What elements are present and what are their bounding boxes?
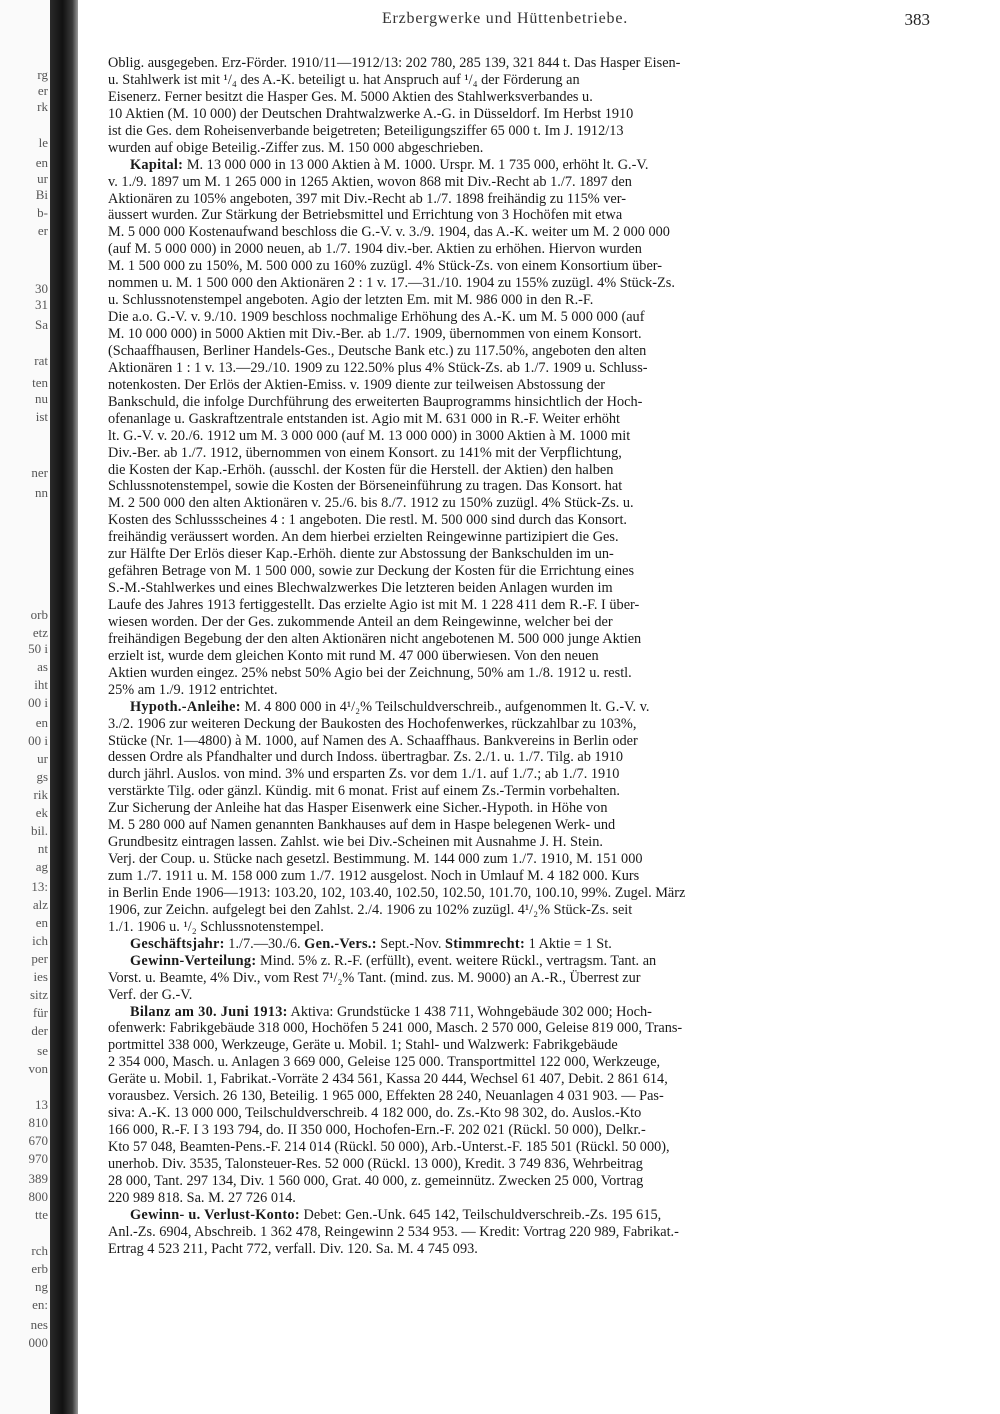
running-title: Erzbergwerke und Hüttenbetriebe. [381, 10, 629, 27]
text-line [108, 868, 916, 885]
section-heading: Hypoth.-Anleihe: [130, 698, 241, 715]
section-heading: Stimmrecht: [445, 935, 526, 952]
previous-page-fragment: 00 i [28, 734, 48, 748]
line-text: Verf. der G.-V. [108, 986, 193, 1003]
line-text: ofenwerk: Fabrikgebäude 318 000, Hochöfen 5 241 000, Masch. 2 570 000, Geleise 819 000, Trans- [108, 1020, 683, 1037]
text-line [108, 749, 916, 766]
line-text: 1 Aktie = 1 St. [525, 935, 612, 952]
line-text: siva: A.-K. 13 000 000, Teilschuldverschreib. 4 182 000, do. Zs.-Kto 98 302, do. Auslos.-Kto [108, 1105, 642, 1122]
previous-page-fragment: orb [30, 608, 48, 622]
line-text: wiesen worden. Der der Ges. zukommende Anteil an dem Reingewinne, welcher bei der [108, 613, 613, 630]
text-line [108, 631, 916, 648]
line-text: 25% am 1./9. 1912 entrichtet. [108, 681, 278, 698]
section-heading: Gewinn- u. Verlust-Konto: [130, 1206, 300, 1223]
text-line [108, 1105, 916, 1122]
line-text: Grundbesitz eintragen lassen. Zahlst. wie bei Div.-Scheinen mit Ausnahme J. H. Stein. [108, 834, 603, 851]
line-text: 1./7.—30./6. [224, 935, 305, 952]
text-line [108, 834, 916, 851]
line-text: freihändig veräussert worden. An dem hierbei erzielten Reingewinne partizipiert die Ges. [108, 529, 619, 546]
previous-page-fragment: bil. [31, 824, 48, 838]
line-text: Aktionären zu 105% angeboten, 397 mit Div.-Recht ab 1./7. 1898 freihändig zu 115% ver- [108, 190, 626, 207]
line-text: M. 4 800 000 in 4¹/₂% Teilschuldverschreib., aufgenommen lt. G.-V. v. [240, 698, 650, 715]
line-text: Schlussnotenstempel, sowie die Kosten der Börseneinführung zu tragen. Das Konsort. hat [108, 478, 623, 495]
line-text: Eisenerz. Ferner besitzt die Hasper Ges. M. 5000 Aktien des Stahlwerksverbandes u. [108, 88, 593, 105]
previous-page-fragment: 50 i [28, 642, 48, 656]
text-line [108, 478, 916, 495]
line-text: Vorst. u. Beamte, 4% Div., vom Rest 7¹/₂% Tant. (mind. zus. M. 9000) an A.-R., Überrest zur [108, 969, 641, 986]
section-heading: Gewinn-Verteilung: [130, 952, 257, 969]
line-text: gefähren Betrage von M. 1 500 000, sowie zur Deckung der Kosten für die Errichtung eines [108, 563, 635, 580]
text-line [108, 275, 916, 292]
text-line [108, 343, 916, 360]
line-text: 2 354 000, Masch. u. Anlagen 3 669 000, Geleise 125 000. Transportmittel 122 000, Werkzeuge, [108, 1054, 661, 1071]
line-text: in Berlin Ende 1906—1913: 103.20, 102, 103.40, 102.50, 102.50, 101.70, 100.10, 99%. Zugel. März [108, 884, 686, 901]
line-text: zum 1./7. 1911 u. M. 158 000 zum 1./7. 1912 ausgelost. Noch in Umlauf M. 4 182 000. Kurs [108, 868, 640, 884]
text-line [108, 953, 916, 970]
previous-page-fragment: tte [35, 1208, 48, 1222]
previous-page-fragment: er [37, 84, 48, 98]
line-text: Oblig. ausgegeben. Erz-Förder. 1910/11—1912/13: 202 780, 285 139, 321 844 t. Das Hasper Eisen- [108, 55, 681, 71]
line-text: erzielt ist, wurde dem gleichen Konto mit rund M. 47 000 überwiesen. Von den neuen [108, 647, 599, 664]
line-text: wurden auf obige Beteilig.-Ziffer zus. M. 150 000 abgeschrieben. [108, 139, 484, 156]
previous-page-fragment: gs [36, 770, 48, 784]
text-line [108, 394, 916, 411]
line-text: durch jährl. Auslos. von mind. 3% und ersparten Zs. vor dem 1./1. auf 1./7.; ab 1./7. 1910 [108, 766, 620, 783]
text-line [108, 614, 916, 631]
line-text: Ertrag 4 523 211, Pacht 772, verfall. Div. 120. Sa. M. 4 745 093. [108, 1240, 478, 1257]
line-text: S.-M.-Stahlwerkes und eines Blechwalzwerkes Die letzteren beiden Anlagen wurden im [108, 580, 613, 597]
previous-page-fragment: en: [32, 1298, 48, 1312]
line-text: v. 1./9. 1897 um M. 1 265 000 in 1265 Aktien, wovon 868 mit Div.-Recht ab 1./7. 1897 den [108, 173, 632, 190]
text-line [108, 648, 916, 665]
text-line [108, 140, 916, 157]
previous-page-fragment: en [35, 156, 48, 170]
text-line [108, 987, 916, 1004]
text-line [108, 174, 916, 191]
line-text: Div.-Ber. ab 1./7. 1912, übernommen von einem Konsort. zu 141% mit der Verpflichtung, [108, 444, 622, 461]
line-text: M. 5 280 000 auf Namen genannten Bankhauses auf dem in Haspe belegenen Werk- und [108, 817, 616, 834]
text-line [108, 902, 916, 919]
previous-page-fragment: Sa [35, 318, 48, 332]
line-text: lt. G.-V. v. 20./6. 1912 um M. 3 000 000 (auf M. 13 000 000) in 3000 Aktien à M. 1000 mit [108, 427, 631, 444]
previous-page-fragment: alz [32, 898, 48, 912]
previous-page-fragment: le [38, 136, 48, 150]
text-line [108, 157, 916, 174]
line-text: Aktionären 1 : 1 v. 13.—29./10. 1909 zu 122.50% plus 4% Stück-Zs. ab 1./7. 1909 u. Schluss- [108, 359, 648, 376]
previous-page-fragment: sitz [29, 988, 48, 1002]
line-text: Sept.-Nov. [376, 935, 445, 952]
text-line [108, 326, 916, 343]
line-text: Debet: Gen.-Unk. 645 142, Teilschuldverschreib.-Zs. 195 615, [299, 1206, 662, 1223]
text-line [108, 512, 916, 529]
text-line [108, 766, 916, 783]
text-line [108, 191, 916, 208]
text-line [108, 1139, 916, 1156]
text-line [108, 580, 916, 597]
previous-page-fragment: ur [37, 752, 48, 766]
previous-page-fragment: nes [30, 1318, 48, 1332]
previous-page-fragment: erb [31, 1262, 48, 1276]
previous-page-fragment: etz [32, 626, 48, 640]
text-line [108, 1004, 916, 1021]
line-text: Geräte u. Mobil. 1, Fabrikat.-Vorräte 2 434 561, Kassa 20 444, Wechsel 61 407, Debit. 2 861 614, [108, 1071, 668, 1088]
previous-page-fragment: rik [33, 788, 48, 802]
line-text: unerhob. Div. 3535, Talonsteuer-Res. 52 000 (Rückl. 13 000), Kredit. 3 749 836, Wehrbeitrag [108, 1155, 643, 1172]
text-line [108, 106, 916, 123]
previous-page-fragment: ies [33, 970, 48, 984]
text-line [108, 377, 916, 394]
previous-page-fragment: iht [34, 678, 48, 692]
previous-page-fragment: en [35, 716, 48, 730]
book-spine-shadow [50, 0, 78, 1414]
previous-page-fragment: ek [35, 806, 48, 820]
previous-page-fragment: ten [32, 376, 48, 390]
line-text: 3./2. 1906 zur weiteren Deckung der Baukosten des Hochofenwerkes, rückzahlbar zu 103%, [108, 715, 637, 732]
previous-page-fragment: nu [35, 392, 48, 406]
previous-page-fragment: 810 [28, 1116, 48, 1130]
previous-page-fragment: en [35, 916, 48, 930]
text-line [108, 411, 916, 428]
text-line [108, 309, 916, 326]
line-text: 10 Aktien (M. 10 000) der Deutschen Drahtwalzwerke A.-G. in Düsseldorf. Im Herbst 1910 [108, 105, 634, 122]
text-line [108, 224, 916, 241]
previous-page-fragment: 00 i [28, 696, 48, 710]
text-line [108, 292, 916, 309]
text-line [108, 445, 916, 462]
text-line [108, 1173, 916, 1190]
previous-page-fragment: Bi [35, 188, 48, 202]
text-line [108, 89, 916, 106]
line-text: u. Schlussnotenstempel angeboten. Agio der letzten Em. mit M. 986 000 in den R.-F. [108, 292, 594, 309]
text-line [108, 682, 916, 699]
previous-page-fragment: nn [35, 486, 48, 500]
previous-page-fragment: rg [37, 68, 48, 82]
line-text: M. 1 500 000 zu 150%, M. 500 000 zu 160% zuzügl. 4% Stück-Zs. von einem Konsortium über- [108, 258, 663, 275]
previous-page-fragment: rat [34, 354, 48, 368]
line-text: Stücke (Nr. 1—4800) à M. 1000, auf Namen des A. Schaaffhaus. Bankvereins in Berlin oder [108, 732, 638, 749]
text-line [108, 55, 916, 72]
line-text: vorausbez. Versich. 26 130, Beteilig. 1 965 000, Effekten 28 240, Neuanlagen 4 031 903. — Pas- [108, 1088, 664, 1105]
line-text: Mind. 5% z. R.-F. (erfüllt), event. weitere Rückl., vertragsm. Tant. an [256, 952, 657, 969]
line-text: Kosten des Schlussscheines 4 : 1 angeboten. Die restl. M. 500 000 sind durch das Konsort. [108, 512, 627, 529]
text-line [108, 72, 916, 89]
previous-page-fragment: per [31, 952, 48, 966]
previous-page-fragment: 13: [31, 880, 48, 894]
section-heading: Geschäftsjahr: [130, 935, 225, 952]
line-text: Laufe des Jahres 1913 fertiggestellt. Das erzielte Agio ist mit M. 1 228 411 dem R.-F. I über- [108, 597, 640, 613]
line-text: M. 10 000 000) in 5000 Aktien mit Div.-Ber. ab 1./7. 1909, übernommen von einem Konsort. [108, 326, 642, 342]
line-text: freihändigen Begebung der den alten Aktionären nicht angebotenen M. 500 000 junge Aktien [108, 630, 642, 647]
previous-page-fragment: se [37, 1044, 48, 1058]
line-text: Aktiva: Grundstücke 1 438 711, Wohngebäude 302 000; Hoch- [287, 1003, 652, 1020]
text-line [108, 1071, 916, 1088]
line-text: Anl.-Zs. 6904, Abschreib. 1 362 478, Reingewinn 2 534 953. — Kredit: Vortrag 220 989, Fabrikat.- [108, 1223, 679, 1240]
previous-page-fragment: ich [32, 934, 48, 948]
page-number: 383 [904, 10, 930, 29]
previous-page-fragment: 670 [28, 1134, 48, 1148]
line-text: notenkosten. Der Erlös der Aktien-Emiss. v. 1909 diente zur teilweisen Abstossung der [108, 376, 605, 393]
line-text: 166 000, R.-F. I 3 193 794, do. II 350 000, Hochofen-Ern.-F. 202 021 (Rückl. 50 000), Delkr.- [108, 1122, 646, 1139]
text-line [108, 258, 916, 275]
line-text: ofenanlage u. Gaskraftzentrale entstanden ist. Agio mit M. 631 000 in R.-F. Weiter erhöht [108, 410, 621, 427]
text-line [108, 1241, 916, 1258]
text-line [108, 360, 916, 377]
previous-page-fragment: 13 [35, 1098, 48, 1112]
previous-page-fragment: für [32, 1006, 48, 1020]
previous-page-fragment: ur [37, 172, 48, 186]
text-line [108, 529, 916, 546]
previous-page-fragment: von [28, 1062, 48, 1076]
text-line [108, 936, 916, 953]
text-line [108, 699, 916, 716]
previous-page-fragment: ist [35, 410, 48, 424]
text-line [108, 1020, 916, 1037]
text-line [108, 733, 916, 750]
line-text: 28 000, Tant. 297 134, Div. 1 560 000, Grat. 40 000, z. gemeinnütz. Zwecken 25 000, Vortrag [108, 1172, 644, 1189]
text-line [108, 428, 916, 445]
previous-page-fragment: as [37, 660, 48, 674]
previous-page-fragment: 000 [28, 1336, 48, 1350]
previous-page-fragment: b- [37, 206, 48, 220]
text-line [108, 1224, 916, 1241]
text-line [108, 1037, 916, 1054]
line-text: (auf M. 5 000 000) in 2000 neuen, ab 1./7. 1904 div.-ber. Aktien zu erhöhen. Hiervon wurden [108, 241, 642, 258]
text-line [108, 783, 916, 800]
previous-page-fragment: 970 [28, 1152, 48, 1166]
line-text: Bankschuld, die infolge Durchführung des erweiterten Bauprogramms hinsichtlich der Hoch- [108, 393, 643, 410]
previous-page-fragment: ag [35, 860, 48, 874]
previous-page-fragment: 389 [28, 1172, 48, 1186]
line-text: äussert wurden. Zur Stärkung der Betriebsmittel und Errichtung von 3 Hochöfen mit etwa [108, 207, 623, 224]
text-line [108, 716, 916, 733]
line-text: Die a.o. G.-V. v. 9./10. 1909 beschloss nochmalige Erhöhung des A.-K. um M. 5 000 000 (auf [108, 309, 645, 326]
text-line [108, 800, 916, 817]
line-text: verstärkte Tilg. oder gänzl. Kündig. mit 6 monat. Frist auf einem Zs.-Termin vorbehalten. [108, 783, 620, 800]
previous-page-fragment: ng [35, 1280, 48, 1294]
previous-page-fragment: er [37, 224, 48, 238]
line-text: Verj. der Coup. u. Stücke nach gesetzl. Bestimmung. M. 144 000 zum 1./7. 1910, M. 151 000 [108, 851, 643, 868]
previous-page-fragment: nt [37, 842, 48, 856]
text-line [108, 462, 916, 479]
text-line [108, 1054, 916, 1071]
line-text: Kto 57 048, Beamten-Pens.-F. 214 014 (Rückl. 50 000), Arb.-Unterst.-F. 185 501 (Rückl. 50 000), [108, 1139, 670, 1155]
line-text: M. 2 500 000 den alten Aktionären v. 25./6. bis 8./7. 1912 zu 150% zuzügl. 4% Stück-Zs. u. [108, 495, 634, 512]
text-line [108, 1088, 916, 1105]
previous-page-fragment: 30 [35, 282, 48, 296]
text-line [108, 241, 916, 258]
line-text: dessen Ordre als Pfandhalter und durch Indoss. übertragbar. Zs. 2./1. u. 1./7. Tilg. ab 1910 [108, 749, 624, 766]
text-line [108, 817, 916, 834]
text-line [108, 1207, 916, 1224]
line-text: nommen u. M. 1 500 000 den Aktionären 2 : 1 v. 17.—31./10. 1904 zu 155% zuzügl. 4% Stück-Zs. [108, 275, 675, 292]
section-heading: Bilanz am 30. Juni 1913: [130, 1003, 288, 1020]
text-line [108, 970, 916, 987]
line-text: die Kosten der Kap.-Erhöh. (ausschl. der Kosten für die Herstell. der Aktien) den halben [108, 461, 614, 478]
previous-page-fragment: 31 [35, 298, 48, 312]
previous-page-fragment: 800 [28, 1190, 48, 1204]
text-line [108, 1156, 916, 1173]
text-line [108, 1122, 916, 1139]
line-text: zur Hälfte Der Erlös dieser Kap.-Erhöh. diente zur Abstossung der Bankschulden im un- [108, 546, 614, 563]
text-line [108, 851, 916, 868]
line-text: 220 989 818. Sa. M. 27 726 014. [108, 1189, 296, 1206]
line-text: M. 5 000 000 Kostenaufwand beschloss die G.-V. v. 3./9. 1904, das A.-K. weiter um M. 2 000 000 [108, 224, 670, 241]
text-line [108, 665, 916, 682]
text-line [108, 207, 916, 224]
line-text: (Schaaffhausen, Berliner Handels-Ges., Deutsche Bank etc.) zu 117.50%, angeboten den alten [108, 342, 647, 359]
line-text: u. Stahlwerk ist mit ¹/₄ des A.-K. beteiligt u. hat Anspruch auf ¹/₄ der Förderung an [108, 71, 580, 88]
previous-page-fragment: rch [31, 1244, 48, 1258]
text-line [108, 1190, 916, 1207]
previous-page-fragment: der [31, 1024, 48, 1038]
section-heading: Gen.-Vers.: [304, 935, 377, 952]
previous-page-fragment: rk [37, 100, 48, 114]
line-text: Zur Sicherung der Anleihe hat das Hasper Eisenwerk eine Sicher.-Hypoth. in Höhe von [108, 800, 608, 817]
line-text: Aktien wurden eingez. 25% nebst 50% Agio bei der Zeichnung, 50% am 1./8. 1912 u. restl. [108, 664, 632, 681]
previous-page-edge [0, 0, 50, 1414]
text-line [108, 563, 916, 580]
text-line [108, 597, 916, 614]
line-text: 1906, zur Zeichn. aufgelegt bei den Zahlst. 2./4. 1906 zu 102% zuzügl. 4¹/₂% Stück-Zs. seit [108, 901, 633, 918]
text-line [108, 123, 916, 140]
text-line [108, 495, 916, 512]
body-text [108, 55, 916, 1258]
line-text: 1./1. 1906 u. ¹/₂ Schlussnotenstempel. [108, 918, 324, 935]
text-line [108, 885, 916, 902]
line-text: ist die Ges. dem Roheisenverbande beigetreten; Beteiligungsziffer 65 000 t. Im J. 1912/13 [108, 122, 624, 139]
line-text: portmittel 338 000, Werkzeuge, Geräte u. Mobil. 1; Stahl- und Walzwerk: Fabrikgebäude [108, 1037, 618, 1054]
text-line [108, 546, 916, 563]
line-text: M. 13 000 000 in 13 000 Aktien à M. 1000. Urspr. M. 1 735 000, erhöht lt. G.-V. [183, 156, 649, 173]
page-header [80, 10, 930, 40]
section-heading: Kapital: [130, 156, 184, 173]
text-line [108, 919, 916, 936]
previous-page-fragment: ner [31, 466, 48, 480]
